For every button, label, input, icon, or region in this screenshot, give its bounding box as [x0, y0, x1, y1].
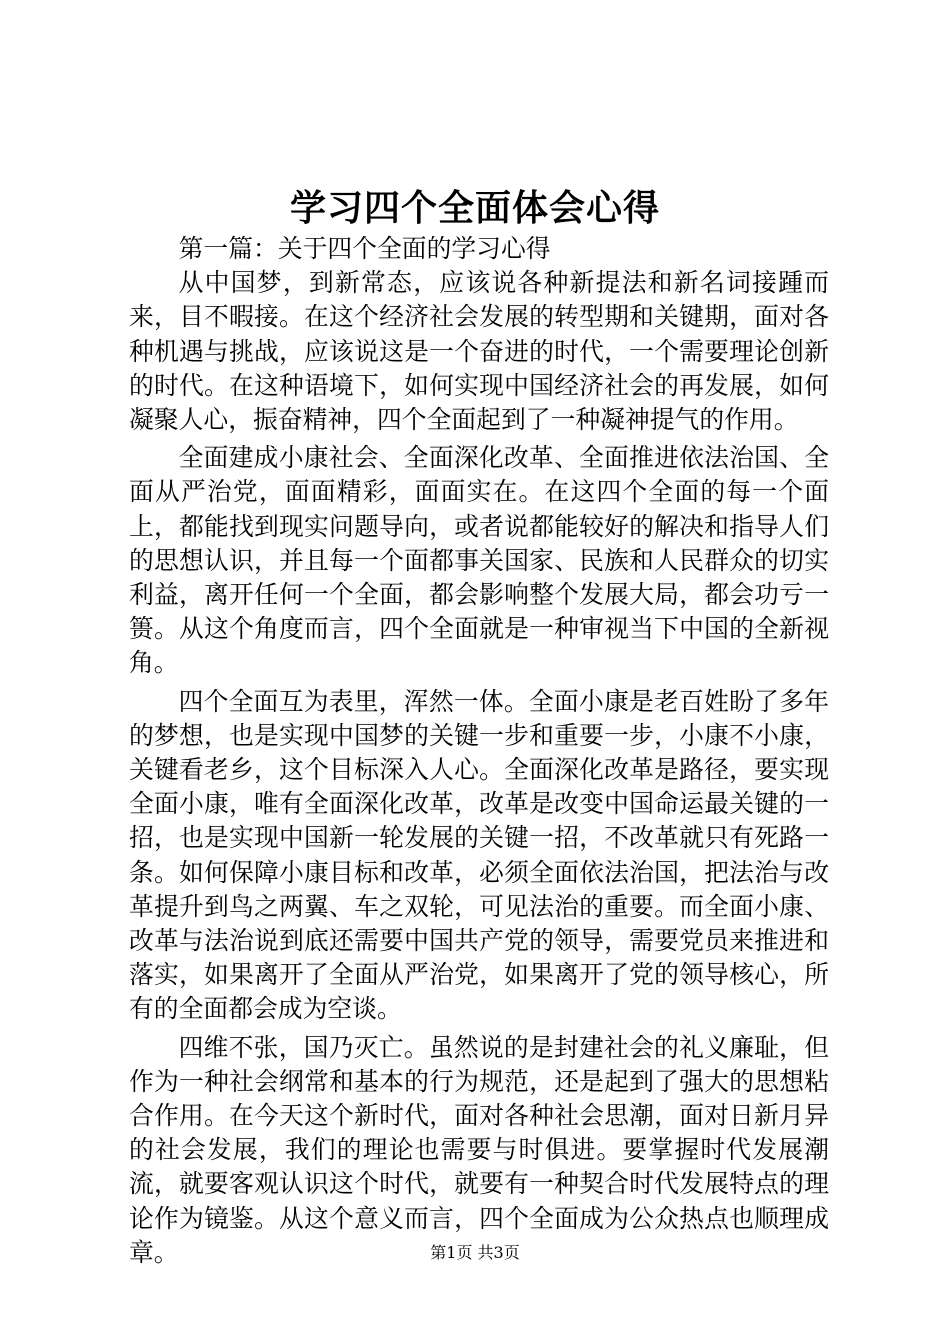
- paragraph-2: 全面建成小康社会、全面深化改革、全面推进依法治国、全面从严治党，面面精彩，面面实在。在这四个全面的每一个面上，都能找到现实问题导向，或者说都能较好的解决和指导人们的思想认识，并且每一个面都事关国家、民族和人民群众的切实利益，离开任何一个全面，都会影响整个发展大局，都会功亏一篑。从这个角度而言，四个全面就是一种审视当下中国的全新视角。: [129, 443, 829, 678]
- page-title: 学习四个全面体会心得: [289, 187, 660, 229]
- page-footer: 第1页 共3页: [430, 1243, 520, 1262]
- document-body: [129, 232, 829, 1274]
- paragraph-1: 从中国梦，到新常态，应该说各种新提法和新名词接踵而来，目不暇接。在这个经济社会发展的转型期和关键期，面对各种机遇与挑战，应该说这是一个奋进的时代，一个需要理论创新的时代。在这种语境下，如何实现中国经济社会的再发展，如何凝聚人心，振奋精神，四个全面起到了一种凝神提气的作用。: [129, 268, 829, 435]
- section-heading: 第一篇：关于四个全面的学习心得: [178, 234, 551, 263]
- paragraph-3: 四个全面互为表里，浑然一体。全面小康是老百姓盼了多年的梦想，也是实现中国梦的关键一步和重要一步，小康不小康，关键看老乡，这个目标深入人心。全面深化改革是路径，要实现全面小康，唯有全面深化改革，改革是改变中国命运最关键的一招，也是实现中国新一轮发展的关键一招，不改革就只有死路一条。如何保障小康目标和改革，必须全面依法治国，把法治与改革提升到鸟之两翼、车之双轮，可见法治的重要。而全面小康、改革与法治说到底还需要中国共产党的领导，需要党员来推进和落实，如果离开了全面从严治党，如果离开了党的领导核心，所有的全面都会成为空谈。: [129, 686, 829, 1024]
- paragraph-4: 四维不张，国乃灭亡。虽然说的是封建社会的礼义廉耻，但作为一种社会纲常和基本的行为规范，还是起到了强大的思想粘合作用。在今天这个新时代，面对各种社会思潮，面对日新月异的社会发展，我们的理论也需要与时俱进。要掌握时代发展潮流，就要客观认识这个时代，就要有一种契合时代发展特点的理论作为镜鉴。从这个意义而言，四个全面成为公众热点也顺理成章。: [129, 1032, 829, 1267]
